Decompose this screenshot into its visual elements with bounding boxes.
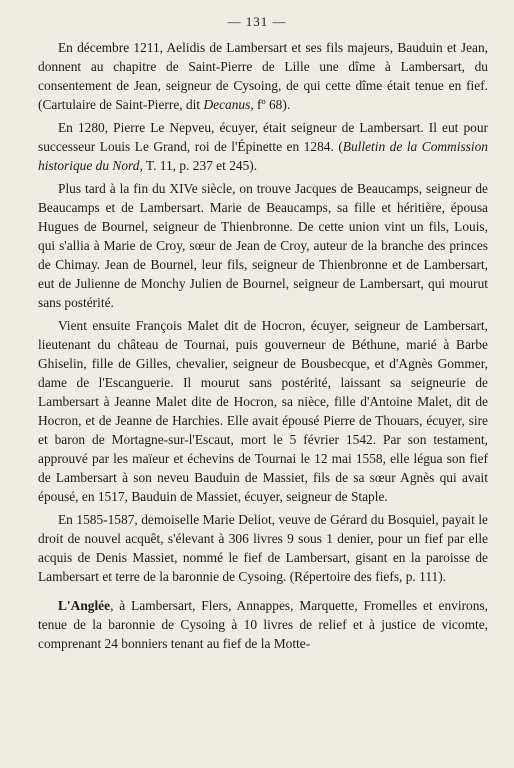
paragraph-1-italic: Decanus bbox=[203, 97, 251, 112]
paragraph-2 bbox=[38, 118, 488, 175]
paragraph-2-text: En 1280, Pierre Le Nepveu, écuyer, était seigneur de Lambersart. Il eut pour successeur Louis Le Grand, roi de l'Épinette en 1284. ( bbox=[38, 120, 488, 154]
paragraph-4: Vient ensuite François Malet dit de Hocron, écuyer, seigneur de Lambersart, lieutenant du château de Tournai, puis gouverneur de Béthune, marié à Barbe Ghiselin, fille de Gilles, chevalier, seigneur de Bousbecque, et d'Agnès Gommer, dame de l'Escanguerie. Il mourut sans postérité, laissant sa seigneurie de Lambersart à Jeanne Malet dite de Hocron, sa nièce, fille d'Antoine Malet, dit de Hocron, et de Jeanne de Harchies. Elle avait épousé Pierre de Thouars, écuyer, sire et baron de Mortagne-sur-l'Escaut, mort le 5 février 1542. Par son testament, approuvé par les maïeur et échevins de Tournai le 12 mai 1558, elle légua son fief de Lambersart à son neveu Bauduin de Massiet, fils de sa sœur Agnès qui avait épousé, en 1517, Bauduin de Massiet, écuyer, seigneur de Staple. bbox=[38, 318, 488, 504]
paragraph-6-text: , à Lambersart, Flers, Annappes, Marquette, Fromelles et environs, tenue de la baronnie de Cysoing à 10 livres de relief et à justice de vicomte, comprenant 24 bonniers tenant au fief de la Motte- bbox=[38, 598, 488, 651]
page-number: — 131 — bbox=[227, 14, 287, 29]
paragraph-2-after: , T. 11, p. 237 et 245). bbox=[139, 158, 258, 173]
paragraph-6 bbox=[38, 596, 488, 653]
body-text bbox=[38, 38, 488, 657]
paragraph-6-lead: L'Anglée bbox=[58, 598, 111, 613]
paragraph-3: Plus tard à la fin du XIVe siècle, on trouve Jacques de Beaucamps, seigneur de Beaucamps et de Lambersart. Marie de Beaucamps, sa fille et héritière, épousa Hugues de Bournel, seigneur de Thienbronne. De cette union vint un fils, Louis, qui s'allia à Marie de Croy, sœur de Jean de Croy, auteur de la branche des princes de Chimay. Jean de Bournel, leur fils, seigneur de Thienbronne et de Lambersart, eut de Julienne de Monchy Julien de Bournel, seigneur de Lambersart, qui mourut sans postérité. bbox=[38, 181, 488, 310]
paragraph-1-after: , fº 68). bbox=[250, 97, 291, 112]
paragraph-1 bbox=[38, 38, 488, 114]
paragraph-5: En 1585-1587, demoiselle Marie Deliot, veuve de Gérard du Bosquiel, payait le droit de nouvel acquêt, s'élevant à 306 livres 9 sous 1 denier, pour un fief par elle acquis de Denis Massiet, nommé le fief de Lambersart, gisant en la paroisse de Lambersart et terre de la baronnie de Cysoing. (Répertoire des fiefs, p. 111). bbox=[38, 512, 488, 584]
paragraph-1-text: En décembre 1211, Aelidis de Lambersart et ses fils majeurs, Bauduin et Jean, donnent au chapitre de Saint-Pierre de Lille une dîme à Lambersart, du consentement de Jean, seigneur de Cysoing, de qui cette dîme était tenue en fief. (Cartulaire de Saint-Pierre, dit bbox=[38, 40, 488, 112]
paragraph-2-italic: Bulletin de la Commission historique du Nord bbox=[38, 139, 488, 173]
